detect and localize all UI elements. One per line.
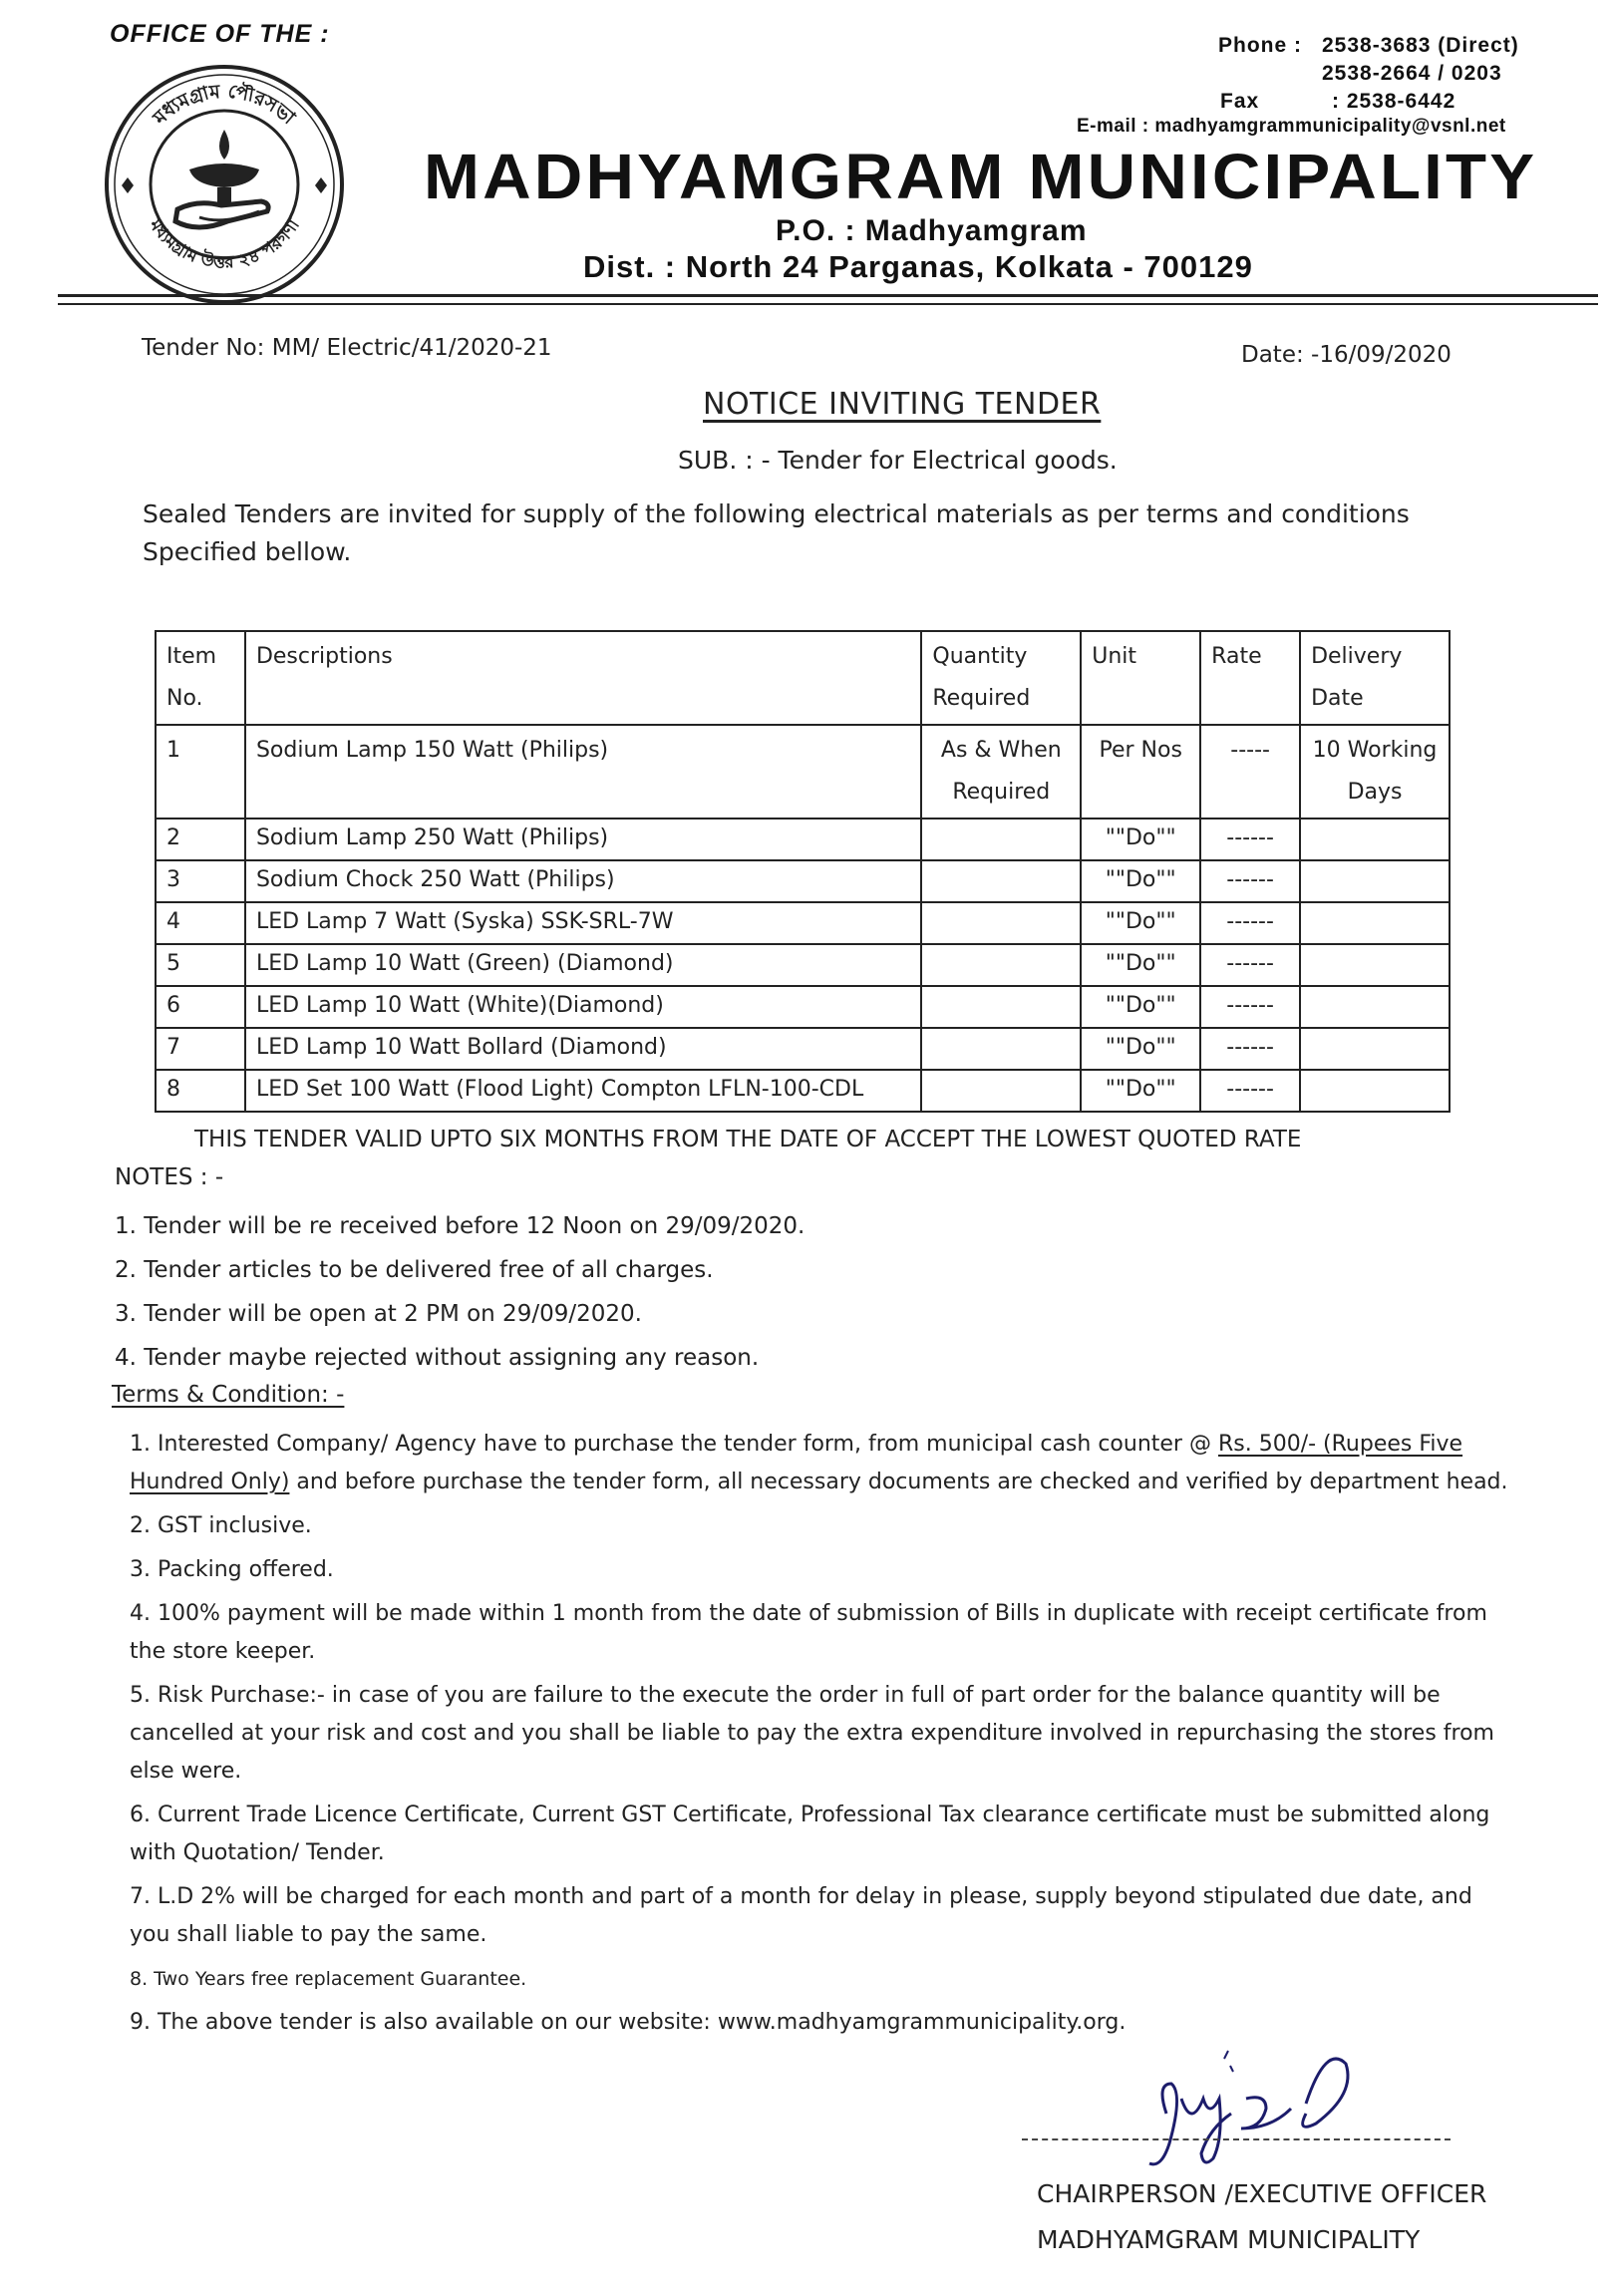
list-item: 9. The above tender is also available on our website: www.madhyamgrammunicipality.org. [130,2010,1127,2035]
list-item: 8. Two Years free replacement Guarantee. [130,1968,527,1990]
list-item: 6. Current Trade Licence Certificate, Current GST Certificate, Professional Tax clearance certificate must be submitted along with Quotation/ Tender. [130,1803,1490,1865]
list-item: 3. Packing offered. [130,1557,334,1582]
notice-title: NOTICE INVITING TENDER [703,387,1102,422]
list-item: 4. 100% payment will be made within 1 month from the date of submission of Bills in duplicate with receipt certificate from the store keeper. [130,1601,1487,1664]
cell-item-no: 8 [156,1070,245,1112]
cell-item-no: 1 [156,725,245,819]
cell-item-no: 2 [156,819,245,860]
cell-rate: ----- [1200,725,1300,819]
header-divider-thin [58,303,1598,305]
fee-amount: Rs. 500/- (Rupees Five [1217,1432,1463,1457]
table-row [156,986,1450,1028]
signatory-organization: MADHYAMGRAM MUNICIPALITY [1037,2225,1421,2254]
cell-item-no: 3 [156,860,245,902]
cell-quantity [921,902,1081,944]
cell-delivery [1300,860,1450,902]
tender-number: Tender No: MM/ Electric/41/2020-21 [142,335,552,361]
cell-delivery [1300,902,1450,944]
cell-unit: ""Do"" [1081,986,1200,1028]
header-item-no: Item No. [156,631,245,725]
cell-delivery [1300,944,1450,986]
cell-rate: ------ [1200,1028,1300,1070]
cell-rate: ------ [1200,986,1300,1028]
cell-delivery: 10 Working Days [1300,725,1450,819]
terms-heading: Terms & Condition: - [112,1382,345,1408]
list-item: 7. L.D 2% will be charged for each month and part of a month for delay in please, supply beyond stipulated due date, and you shall liable to pay the same. [130,1884,1472,1947]
cell-unit: ""Do"" [1081,860,1200,902]
cell-quantity [921,944,1081,986]
intro-line-2: Specified bellow. [143,537,352,566]
cell-item-no: 4 [156,902,245,944]
table-header-row [156,631,1450,725]
cell-description: LED Lamp 10 Watt Bollard (Diamond) [245,1028,921,1070]
list-item: 2. Tender articles to be delivered free of all charges. [115,1257,714,1283]
term-1-rest: and before purchase the tender form, all necessary documents are checked and verified by department head. [289,1470,1508,1494]
list-item: 3. Tender will be open at 2 PM on 29/09/2020. [115,1301,642,1327]
header-unit: Unit [1081,631,1200,725]
cell-delivery [1300,819,1450,860]
phone-label: Phone : [1218,34,1302,57]
cell-unit: Per Nos [1081,725,1200,819]
cell-rate: ------ [1200,944,1300,986]
cell-description: Sodium Lamp 150 Watt (Philips) [245,725,921,819]
fax-value: : 2538-6442 [1332,90,1456,113]
contact-block [1218,32,1519,116]
cell-description: Sodium Lamp 250 Watt (Philips) [245,819,921,860]
cell-description: Sodium Chock 250 Watt (Philips) [245,860,921,902]
cell-quantity [921,1028,1081,1070]
header-divider [58,294,1598,297]
header-descriptions: Descriptions [245,631,921,725]
cell-description: LED Lamp 10 Watt (White)(Diamond) [245,986,921,1028]
cell-unit: ""Do"" [1081,1070,1200,1112]
table-row [156,1070,1450,1112]
fee-amount-words: Hundred Only) [130,1470,290,1494]
cell-rate: ------ [1200,819,1300,860]
list-item: 5. Risk Purchase:- in case of you are failure to the execute the order in full of part order for the balance quantity will be cancelled at your risk and cost and you shall be liable to pay the extra expenditure involved in repurchasing the stores from else were. [130,1683,1494,1784]
list-item: 1. Tender will be re received before 12 Noon on 29/09/2020. [115,1213,806,1239]
notice-date: Date: -16/09/2020 [1241,342,1452,368]
cell-unit: ""Do"" [1081,944,1200,986]
list-item: 2. GST inclusive. [130,1513,312,1538]
notes-heading: NOTES : - [115,1164,224,1190]
email-line: E-mail : madhyamgrammunicipality@vsnl.net [1077,116,1506,137]
table-row [156,902,1450,944]
phone-direct: 2538-3683 (Direct) [1322,34,1519,57]
header-rate: Rate [1200,631,1300,725]
district-address: Dist. : North 24 Parganas, Kolkata - 700129 [583,249,1253,284]
table-row [156,860,1450,902]
cell-quantity [921,1070,1081,1112]
fax-label: Fax [1220,90,1260,113]
municipality-seal-logo [100,60,349,309]
items-table [155,630,1451,1113]
cell-description: LED Lamp 10 Watt (Green) (Diamond) [245,944,921,986]
cell-quantity [921,819,1081,860]
phone-other: 2538-2664 / 0203 [1322,62,1502,85]
header-delivery: Delivery Date [1300,631,1450,725]
svg-text:মধ্যমগ্রাম উত্তর ২৪ পরগণা: মধ্যমগ্রাম উত্তর ২৪ পরগণা [145,215,304,273]
validity-statement: THIS TENDER VALID UPTO SIX MONTHS FROM THE DATE OF ACCEPT THE LOWEST QUOTED RATE [194,1127,1302,1152]
intro-paragraph [143,495,1458,571]
signature-line [1022,2138,1451,2140]
notice-subject: SUB. : - Tender for Electrical goods. [678,446,1118,475]
cell-description: LED Set 100 Watt (Flood Light) Compton LFLN-100-CDL [245,1070,921,1112]
table-row [156,1028,1450,1070]
cell-unit: ""Do"" [1081,819,1200,860]
cell-description: LED Lamp 7 Watt (Syska) SSK-SRL-7W [245,902,921,944]
cell-delivery [1300,986,1450,1028]
header-quantity: Quantity Required [921,631,1081,725]
notes-list [115,1204,805,1380]
cell-quantity: As & When Required [921,725,1081,819]
cell-rate: ------ [1200,860,1300,902]
cell-delivery [1300,1028,1450,1070]
post-office: P.O. : Madhyamgram [776,214,1088,247]
cell-unit: ""Do"" [1081,902,1200,944]
cell-item-no: 6 [156,986,245,1028]
svg-text:মধ্যমগ্রাম পৌরসভা: মধ্যমগ্রাম পৌরসভা [149,80,300,130]
table-row [156,819,1450,860]
office-of-label: OFFICE OF THE : [110,20,330,48]
cell-delivery [1300,1070,1450,1112]
cell-item-no: 5 [156,944,245,986]
cell-quantity [921,986,1081,1028]
cell-rate: ------ [1200,902,1300,944]
cell-rate: ------ [1200,1070,1300,1112]
table-row [156,944,1450,986]
cell-item-no: 7 [156,1028,245,1070]
terms-list [130,1426,1515,2048]
signature [1107,2044,1426,2173]
list-item [130,1426,1515,1501]
cell-unit: ""Do"" [1081,1028,1200,1070]
term-1-text: 1. Interested Company/ Agency have to purchase the tender form, from municipal cash counter @ [130,1432,1218,1457]
municipality-name: MADHYAMGRAM MUNICIPALITY [424,141,1538,212]
cell-quantity [921,860,1081,902]
signatory-title: CHAIRPERSON /EXECUTIVE OFFICER [1037,2179,1487,2208]
intro-line-1: Sealed Tenders are invited for supply of the following electrical materials as per terms and conditions [143,499,1410,528]
table-row [156,725,1450,819]
list-item: 4. Tender maybe rejected without assigning any reason. [115,1345,760,1371]
